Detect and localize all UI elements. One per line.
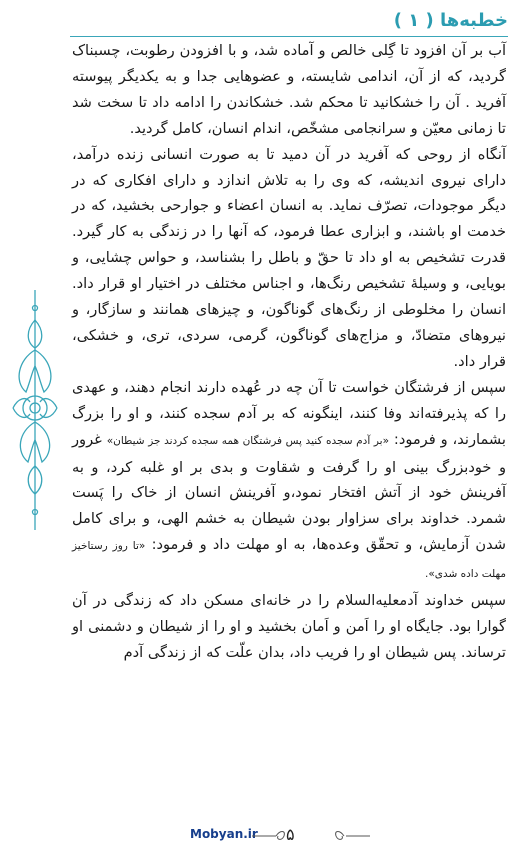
paragraph-text: غرور و خودبزرگ بینی او را گرفت و شقاوت و بدی بر او غلبه کرد، و به آفرینش خود از آتش افتخار نمود،و آفرینش انسان از خاک را پَست شمرد. خداوند برای سزاوار بودن شیطان به خشم الهی، و برای کامل شدن آزمایش، و تحقّق وعده‌ها، به او مهلت داد و فرمود:	[72, 430, 507, 554]
quran-quote: «بر آدم سجده کنید پس فرشتگان همه سجده کردند جز شیطان»	[106, 434, 390, 447]
page-body	[72, 38, 506, 666]
scroll-ornament-icon	[312, 827, 372, 845]
paragraph: آب بر آن افزود تا گِلی خالص و آماده شد، و با افزودن رطوبت، چسبناک گردید، که از آن، اندامی شایسته، و عضوهایی جدا و به یکدیگر پیوسته آفرید . آن را خشکانید تا محکم شد. خشکاندن را ادامه داد تا سخت شد تا زمانی معیّن و سرانجامی مشخّص، اندام انسان، کامل گردید.	[72, 42, 506, 137]
site-logo: Mobyan.ir	[190, 827, 258, 841]
scroll-ornament-icon	[250, 827, 310, 845]
arabesque-ornament-icon	[8, 290, 62, 530]
paragraph	[72, 375, 506, 588]
page-header	[70, 8, 508, 37]
paragraph-text: سپس از فرشتگان خواست تا آن چه در عُهده دارند انجام دهند، و عهدی را که پذیرفته‌اند وفا کنند، اینگونه که بر آدم سجده کنند، و او را بزرگ بشمارند، و فرمود:	[72, 378, 506, 448]
paragraph: سپس خداوند آدمعلیه‌السلام را در خانه‌ای مسکن داد که زندگی در آن گوارا بود. جایگاه او را اَمن و اَمان بخشید و او را از شیطان و دشمنی او ترساند. پس شیطان او را فریب داد، بدان علّت که از زندگی آدم	[72, 592, 506, 661]
page-footer	[0, 823, 520, 849]
page-number: ۵	[286, 825, 295, 844]
chapter-title: خطبه‌ها ( ۱ )	[393, 10, 508, 31]
quran-quote: «تا روز رستاخیز مهلت داده شدی».	[72, 540, 506, 581]
paragraph: آنگاه از روحی که آفرید در آن دمید تا به صورت انسانی زنده درآمد، دارای نیروی اندیشه، که وی را به تلاش اندازد و دارای افکاری که در دیگر موجودات، تصرّف نماید. به انسان اعضاء و جوارحی بخشید، که در خدمت او باشند، و ابزاری عطا فرمود، که آنها را در زندگی به کار گیرد. قدرت تشخیص به او داد تا حقّ و باطل را بشناسد، و حواس چشایی، و بویایی، و وسیلهٔ تشخیص رنگ‌ها، و اجناس مختلف در اختیار او قرار داد. انسان را مخلوطی از رنگ‌های گوناگون، و چیزهای همانند و سازگار، و نیروهای متضادّ، و مزاج‌های گوناگون، گرمی، سردی، تری، و خشکی، قرار داد.	[72, 145, 506, 370]
